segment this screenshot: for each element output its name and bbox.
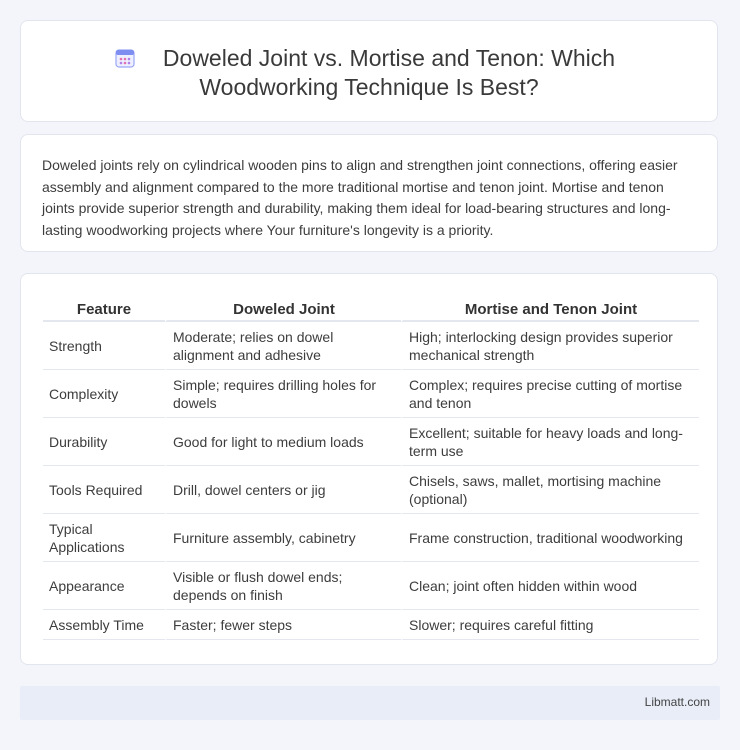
table-row xyxy=(43,322,699,370)
table-row xyxy=(43,370,699,418)
header-doweled-joint: Doweled Joint xyxy=(165,296,401,322)
intro-paragraph: Doweled joints rely on cylindrical wooden pins to align and strengthen joint connections, offering easier assembly and alignment compared to the more traditional mortise and tenon joint. Mortise and tenon joints provide superior strength and durability, making them ideal for load-bearing structures and long-lasting woodworking projects where Your furniture's longevity is a priority. xyxy=(42,157,678,238)
row-mortise: Clean; joint often hidden within wood xyxy=(401,562,699,610)
table-row xyxy=(43,514,699,562)
row-feature: Durability xyxy=(43,418,165,466)
row-feature: Appearance xyxy=(43,562,165,610)
table-row xyxy=(43,610,699,640)
row-doweled: Drill, dowel centers or jig xyxy=(165,466,401,514)
footer-bar xyxy=(20,686,720,720)
title-card xyxy=(20,20,718,122)
table-row xyxy=(43,418,699,466)
footer-brand[interactable]: Libmatt.com xyxy=(644,695,710,709)
title-line-1: Doweled Joint vs. Mortise and Tenon: Which xyxy=(162,45,616,71)
page-title xyxy=(21,44,717,102)
intro-card xyxy=(20,134,718,252)
row-doweled: Moderate; relies on dowel alignment and adhesive xyxy=(165,322,401,370)
row-feature: Strength xyxy=(43,322,165,370)
row-mortise: Slower; requires careful fitting xyxy=(401,610,699,640)
row-feature: Assembly Time xyxy=(43,610,165,640)
row-doweled: Good for light to medium loads xyxy=(165,418,401,466)
row-mortise: Excellent; suitable for heavy loads and long-term use xyxy=(401,418,699,466)
row-doweled: Faster; fewer steps xyxy=(165,610,401,640)
row-feature: Tools Required xyxy=(43,466,165,514)
row-feature: Complexity xyxy=(43,370,165,418)
row-mortise: Frame construction, traditional woodworking xyxy=(401,514,699,562)
row-doweled: Visible or flush dowel ends; depends on finish xyxy=(165,562,401,610)
row-doweled: Simple; requires drilling holes for dowels xyxy=(165,370,401,418)
row-mortise: High; interlocking design provides superior mechanical strength xyxy=(401,322,699,370)
comparison-table xyxy=(43,296,699,640)
row-mortise: Complex; requires precise cutting of mortise and tenon xyxy=(401,370,699,418)
comparison-card xyxy=(20,273,718,665)
table-row xyxy=(43,466,699,514)
table-row xyxy=(43,562,699,610)
row-feature: Typical Applications xyxy=(43,514,165,562)
header-mortise-tenon: Mortise and Tenon Joint xyxy=(401,296,699,322)
row-mortise: Chisels, saws, mallet, mortising machine (optional) xyxy=(401,466,699,514)
table-header-row xyxy=(43,296,699,322)
title-line-2: Woodworking Technique Is Best? xyxy=(199,74,539,100)
header-feature: Feature xyxy=(43,296,165,322)
row-doweled: Furniture assembly, cabinetry xyxy=(165,514,401,562)
